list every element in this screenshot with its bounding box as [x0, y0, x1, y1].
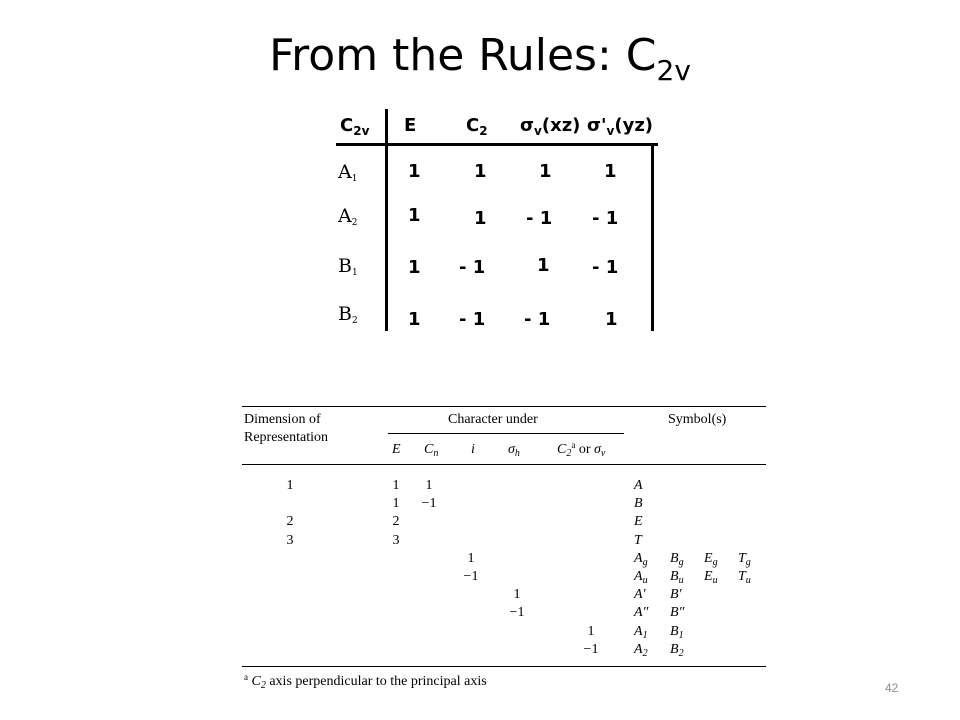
- character-value: 1: [604, 161, 617, 182]
- op-header-sigma-h: $\sigma_h$: [508, 442, 520, 459]
- character-value: 3: [286, 532, 294, 548]
- character-value: 1: [605, 309, 618, 330]
- character-value: 1: [408, 161, 421, 182]
- irrep-symbol-table: [242, 400, 766, 690]
- irrep-symbol: $T_g$: [738, 550, 751, 568]
- character-value: 1: [537, 255, 550, 276]
- character-value: 1: [408, 257, 421, 278]
- irrep-symbol: $A_u$: [634, 569, 648, 586]
- irrep-symbol: $E_g$: [704, 550, 718, 568]
- character-value: - 1: [459, 257, 486, 278]
- irrep-symbol: A″: [634, 605, 649, 621]
- character-value: - 1: [526, 208, 553, 229]
- character-value: - 1: [592, 257, 619, 278]
- irrep-symbol: $A_2$: [634, 641, 648, 659]
- irrep-symbol: A′: [634, 587, 646, 603]
- footnote: $^a$ $C_2$ axis perpendicular to the principal axis: [244, 672, 487, 691]
- op-header-cn: $C_n$: [424, 442, 439, 459]
- character-value: 1: [587, 623, 595, 639]
- c2v-character-table: [332, 105, 662, 333]
- table-header-rule: [242, 464, 766, 465]
- header-symbols: Symbol(s): [668, 412, 727, 427]
- op-header-i: i: [471, 442, 475, 457]
- irrep-symbol: B′: [670, 587, 682, 603]
- character-value: - 1: [524, 309, 551, 330]
- character-value: 1: [408, 205, 421, 226]
- slide-title-text: From the Rules: C: [269, 30, 657, 81]
- header-dimension-line2: Representation: [244, 430, 328, 445]
- header-character-under: Character under: [448, 412, 538, 427]
- column-header-sigma-v-xz: $\sigma_v(xz)$: [520, 115, 581, 138]
- page-number: 42: [885, 681, 899, 695]
- slide-title: [0, 28, 960, 87]
- irrep-symbol: $A_1$: [634, 623, 648, 641]
- character-value: 1: [392, 496, 400, 512]
- character-value: 1: [425, 478, 433, 493]
- table-column-rule: [385, 109, 388, 331]
- character-value: 1: [474, 161, 487, 182]
- column-header-e: E: [404, 115, 417, 136]
- irrep-label: $A_1$: [338, 161, 358, 184]
- irrep-symbol: $E_u$: [704, 569, 718, 586]
- irrep-label: $B_1$: [338, 255, 358, 278]
- column-header-c2: $C_2$: [466, 115, 488, 138]
- character-value: 1: [539, 161, 552, 182]
- irrep-label: $A_2$: [338, 205, 358, 228]
- character-value: 1: [392, 478, 400, 493]
- irrep-label: $B_2$: [338, 303, 358, 326]
- table-bottom-rule: [242, 666, 766, 667]
- table-top-rule: [242, 406, 766, 407]
- irrep-symbol: $B_2$: [670, 641, 684, 659]
- column-header-sigma-v-yz: $\sigma'_v(yz)$: [587, 115, 654, 138]
- character-value: 1: [286, 478, 294, 493]
- character-value: 2: [286, 514, 294, 530]
- character-value: 1: [408, 309, 421, 330]
- irrep-symbol: $B_u$: [670, 569, 684, 586]
- character-value: 3: [392, 532, 400, 548]
- character-group-rule: [388, 433, 624, 434]
- character-value: −1: [463, 569, 479, 584]
- character-value: - 1: [459, 309, 486, 330]
- irrep-symbol: T: [634, 532, 642, 548]
- table-right-rule: [651, 143, 654, 331]
- character-value: 1: [474, 208, 487, 229]
- character-value: 1: [513, 587, 521, 603]
- irrep-symbol: $B_g$: [670, 550, 684, 568]
- irrep-symbol: E: [634, 514, 643, 530]
- character-value: −1: [583, 641, 599, 657]
- slide-title-subscript: 2v: [656, 54, 691, 87]
- header-dimension-line1: Dimension of: [244, 412, 321, 427]
- irrep-symbol: $A_g$: [634, 550, 648, 568]
- irrep-symbol: $T_u$: [738, 569, 751, 586]
- character-value: 2: [392, 514, 400, 530]
- character-value: −1: [421, 496, 437, 512]
- op-header-c2-or-sigma-v: $C_2^a$ or $\sigma_v$: [557, 440, 606, 459]
- irrep-symbol: A: [634, 478, 643, 493]
- irrep-symbol: $B_1$: [670, 623, 684, 641]
- point-group-label: $C_{2v}$: [340, 115, 370, 138]
- irrep-symbol: B″: [670, 605, 685, 621]
- character-value: - 1: [592, 208, 619, 229]
- character-value: 1: [467, 550, 475, 566]
- irrep-symbol: B: [634, 496, 643, 512]
- op-header-e: E: [392, 442, 401, 457]
- character-value: −1: [509, 605, 525, 621]
